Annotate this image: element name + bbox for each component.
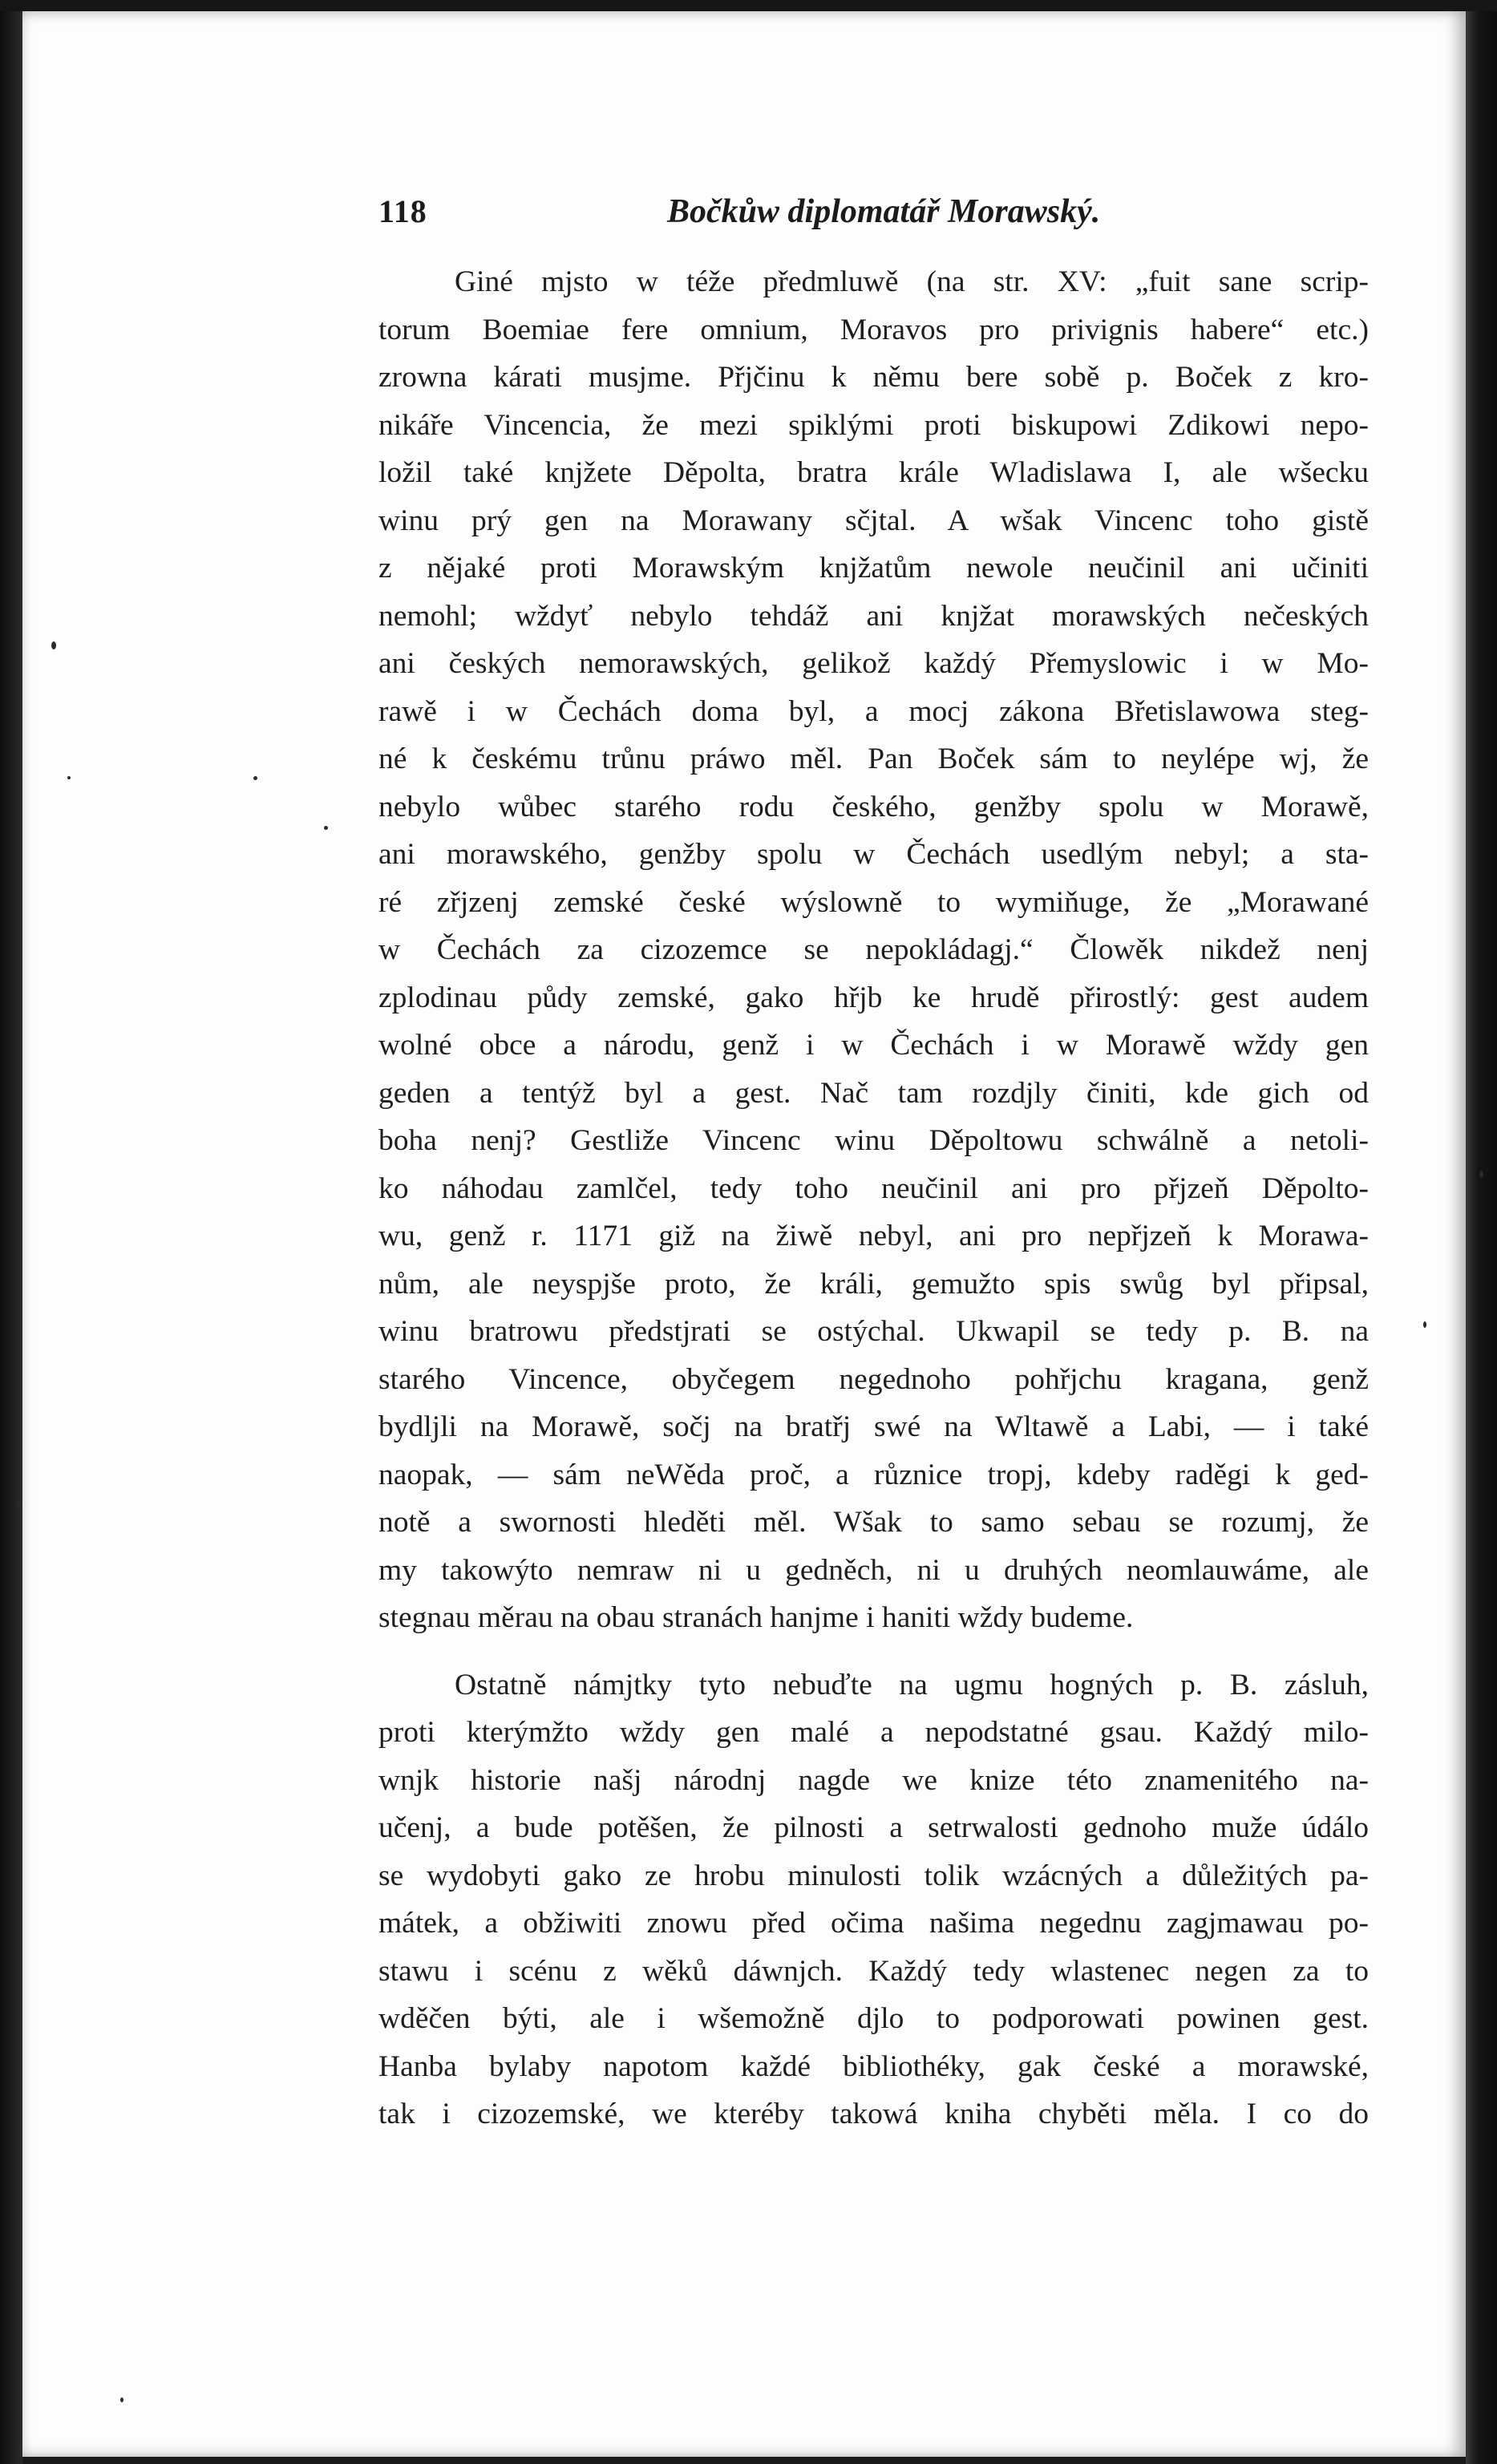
text-line: proti kterýmžto wždy gen malé a nepodstatné gsau. Každý milo- (378, 1716, 1369, 1749)
text-line: zplodinau půdy zemské, gako hřjb ke hrudě přirostlý: gest audem (378, 981, 1369, 1014)
text-line: winu bratrowu předstjrati se ostýchal. Ukwapil se tedy p. B. na (378, 1315, 1369, 1348)
text-line: my takowýto nemraw ni u gedněch, ni u druhých neomlauwáme, ale (378, 1553, 1369, 1587)
text-line: nům, ale neyspjše proto, že králi, gemužto spis swůg byl připsal, (378, 1267, 1369, 1301)
scan-left-edge (0, 11, 22, 2464)
scan-speck (51, 641, 56, 649)
text-line: bydljli na Morawě, sočj na bratřj swé na Wltawě a Labi, — i také (378, 1410, 1369, 1443)
scan-speck (16, 1499, 21, 1509)
page-number: 118 (378, 193, 427, 229)
body-text (378, 258, 1369, 2138)
text-line: winu prý gen na Morawany sčjtal. A wšak Vincenc toho gistě (378, 504, 1369, 537)
text-line: né k českému trůnu práwo měl. Pan Boček sám to neylépe wj, že (378, 742, 1369, 775)
text-line: mátek, a obžiwiti znowu před očima našima negednu zagjmawau po- (378, 1907, 1369, 1940)
text-line: boha nenj? Gestliže Vincenc winu Děpoltowu schwálně a netoli- (378, 1124, 1369, 1157)
text-line: wolné obce a národu, genž i w Čechách i w Morawě wždy gen (378, 1029, 1369, 1062)
text-line: ani českých nemorawských, gelikož každý Přemyslowic i w Mo- (378, 647, 1369, 680)
text-line: ré zřjzenj zemské české wýslowně to wymiňuge, že „Morawané (378, 885, 1369, 919)
text-line: z nějaké proti Morawským knjžatům newole neučinil ani učiniti (378, 552, 1369, 585)
page-header (378, 192, 1373, 249)
text-line: ani morawského, genžby spolu w Čechách usedlým nebyl; a sta- (378, 838, 1369, 871)
text-line: Ostatně námjtky tyto nebuďte na ugmu hogných p. B. zásluh, (455, 1668, 1369, 1701)
text-line: rawě i w Čechách doma byl, a mocj zákona Břetislawowa steg- (378, 694, 1369, 728)
text-line: stegnau měrau na obau stranách hanjme i haniti wždy budeme. (378, 1601, 1134, 1634)
text-line: učenj, a bude potěšen, že pilnosti a setrwalosti gednoho muže údálo (378, 1811, 1369, 1844)
text-line: nemohl; wždyť nebylo tehdáž ani knjžat morawských nečeských (378, 599, 1369, 633)
text-line: se wydobyti gako ze hrobu minulosti tolik wzácných a důležitých pa- (378, 1859, 1369, 1892)
scan-speck (67, 776, 71, 779)
scan-right-edge (1466, 11, 1497, 2464)
text-line: notě a swornosti hleděti měl. Wšak to samo sebau se rozumj, že (378, 1506, 1369, 1539)
text-line: stawu i scénu z wěků dáwnjch. Každý tedy wlastenec negen za to (378, 1954, 1369, 1988)
text-line: ložil také knjžete Děpolta, bratra krále Wladislawa I, ale wšecku (378, 456, 1369, 489)
running-title: Bočkůw diplomatář Morawský. (667, 193, 1101, 230)
text-line: w Čechách za cizozemce se nepokládagj.“ Člowěk nikdež nenj (378, 933, 1369, 966)
text-line: ko náhodau zamlčel, tedy toho neučinil ani pro přjzeň Děpolto- (378, 1171, 1369, 1205)
text-line: nebylo wůbec starého rodu českého, genžby spolu w Morawě, (378, 790, 1369, 823)
text-line: zrowna kárati musjme. Přjčinu k němu bere sobě p. Boček z kro- (378, 361, 1369, 394)
text-line: wu, genž r. 1171 giž na žiwě nebyl, ani pro nepřjzeň k Morawa- (378, 1220, 1369, 1252)
scan-speck (120, 2397, 123, 2402)
scan-speck (253, 776, 257, 780)
scan-top-edge (0, 0, 1497, 11)
text-line: nikáře Vincencia, že mezi spiklými proti biskupowi Zdikowi nepo- (378, 408, 1369, 442)
scan-speck (1479, 1171, 1483, 1178)
text-line: naopak, — sám neWěda proč, a různice tropj, kdeby raděgi k ged- (378, 1458, 1369, 1491)
text-line: Giné mjsto w téže předmluwě (na str. XV: „fuit sane scrip- (455, 265, 1369, 298)
text-line: wnjk historie našj národnj nagde we knize této znamenitého na- (378, 1763, 1369, 1797)
text-line: wděčen býti, ale i wšemožně djlo to podporowati powinen gest. (378, 2002, 1369, 2035)
text-line: torum Boemiae fere omnium, Moravos pro privignis habere“ etc.) (378, 313, 1369, 346)
text-line: geden a tentýž byl a gest. Nač tam rozdjly činiti, kde gich od (378, 1076, 1369, 1110)
text-line: Hanba bylaby napotom každé bibliothéky, gak české a morawské, (378, 2049, 1369, 2083)
text-line: tak i cizozemské, we kteréby takowá kniha chyběti měla. I co do (378, 2098, 1369, 2130)
scan-speck (1423, 1321, 1426, 1328)
scan-speck (324, 826, 328, 830)
text-line: starého Vincence, obyčegem negednoho pohřjchu kragana, genž (378, 1362, 1369, 1396)
